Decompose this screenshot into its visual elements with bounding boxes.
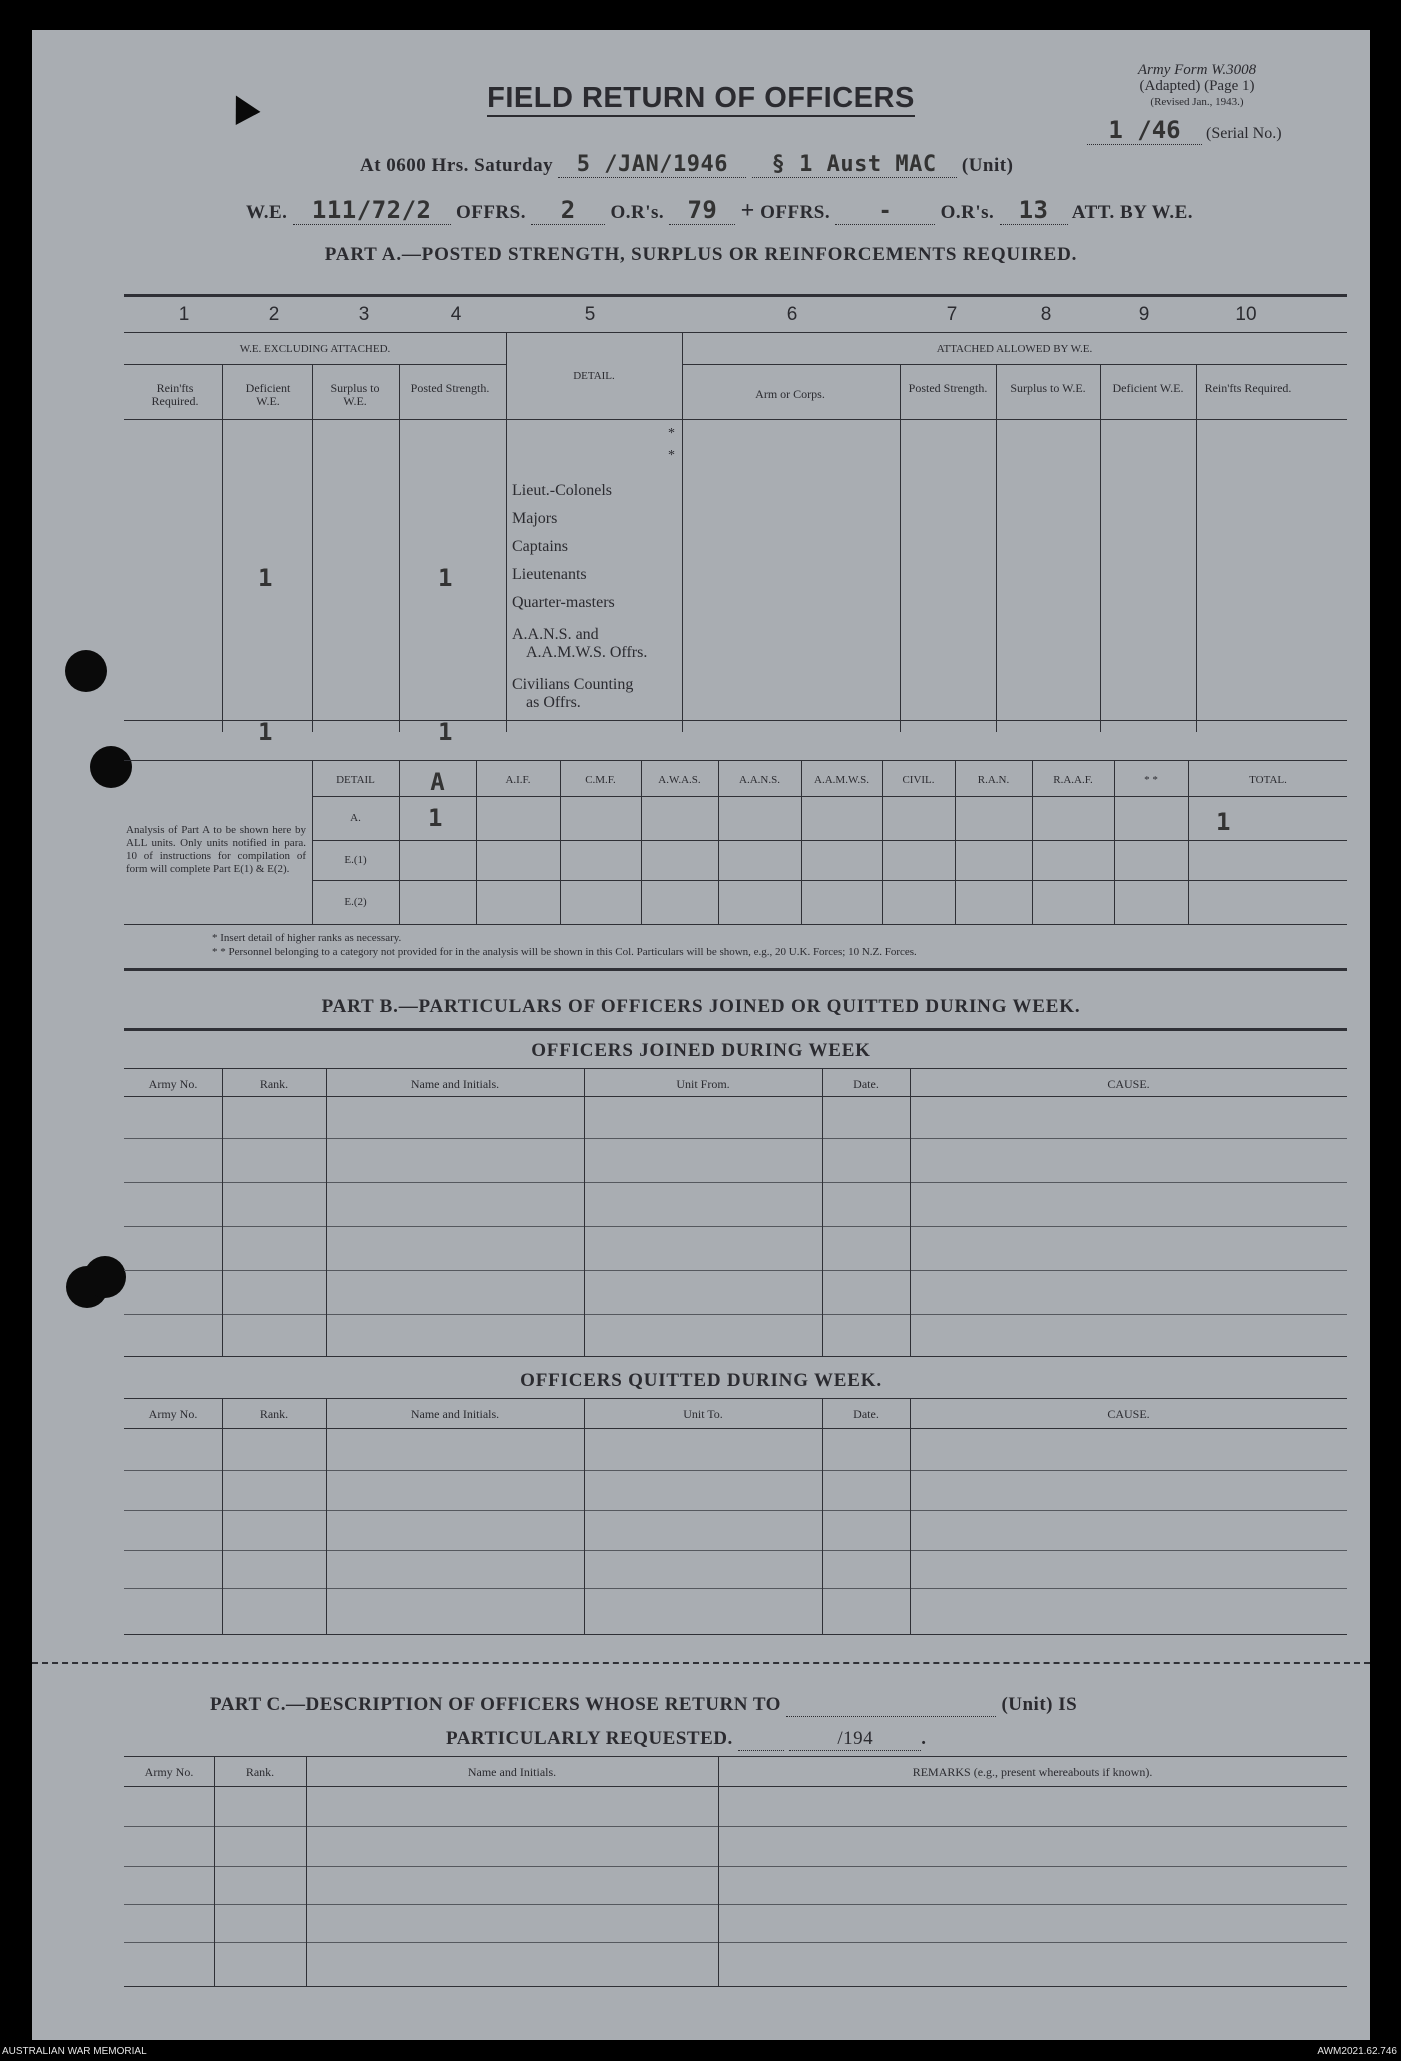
rule: [682, 364, 1347, 365]
quitted-unit-to-header: Unit To.: [683, 1407, 723, 1421]
date-value: 5 /JAN/1946: [558, 152, 746, 178]
total-deficient-value: 1: [258, 718, 273, 746]
part-c-date-blank: [738, 1728, 784, 1751]
rule: [124, 1356, 1347, 1357]
rank-civilians: Civilians Counting: [512, 676, 634, 693]
ors2-label: O.R's.: [940, 202, 995, 223]
form-number: Army Form W.3008: [1137, 62, 1257, 78]
att-reinf-header: Rein'fts Required.: [1204, 381, 1292, 395]
ran-header: R.A.N.: [977, 774, 1010, 786]
col-number: 3: [358, 304, 370, 325]
note-other-personnel: * * Personnel belonging to a category not provided for in the analysis will be shown in this Col. Particulars will be shown, e.g., 20 U.K. Forces; 10 N.Z. Forces.: [212, 946, 917, 958]
rule: [124, 294, 1347, 297]
posted-strength-header: Posted Strength.: [410, 381, 490, 395]
form-page: (Adapted) (Page 1): [1139, 78, 1255, 94]
col-rule: [900, 364, 901, 732]
awas-header: A.W.A.S.: [658, 774, 701, 786]
att-surplus-header: Surplus to W.E.: [1010, 381, 1086, 395]
col-number: 1: [178, 304, 190, 325]
detail-header: DETAIL.: [573, 370, 615, 382]
joined-cause-header: CAUSE.: [1107, 1077, 1150, 1091]
rule: [124, 419, 1347, 420]
aans-header: A.A.N.S.: [739, 774, 780, 786]
col-rule: [1100, 364, 1101, 732]
col-number: 4: [450, 304, 462, 325]
part-a-title: PART A.—POSTED STRENGTH, SURPLUS OR REINFORCEMENTS REQUIRED.: [324, 244, 1078, 265]
quitted-title: OFFICERS QUITTED DURING WEEK.: [520, 1370, 882, 1391]
rule: [124, 1986, 1347, 1987]
joined-name-header: Name and Initials.: [410, 1077, 500, 1091]
rank-quartermasters: Quarter-masters: [512, 594, 615, 611]
serial-label: (Serial No.): [1206, 125, 1282, 142]
total-posted-value: 1: [438, 718, 453, 746]
part-c-title-prefix: PART C.—DESCRIPTION OF OFFICERS WHOSE RETURN TO: [210, 1694, 781, 1715]
surplus-header: Surplus to W.E.: [330, 381, 380, 408]
rank-lieut-colonels: Lieut.-Colonels: [512, 482, 612, 499]
rule: [124, 1756, 1347, 1757]
rule: [124, 1634, 1347, 1635]
rank-civilians-cont: as Offrs.: [526, 694, 581, 711]
unit-label: (Unit): [961, 155, 1014, 176]
page-title: FIELD RETURN OF OFFICERS: [32, 82, 1370, 115]
rank-lieutenants: Lieutenants: [512, 566, 587, 583]
rule: [124, 1226, 1347, 1227]
aamws-header: A.A.M.W.S.: [814, 774, 869, 786]
analysis-row-label: E.(2): [344, 896, 367, 908]
ors-value: 79: [669, 196, 735, 225]
col-rule: [996, 364, 997, 732]
ors-label: O.R's.: [610, 202, 665, 223]
higher-rank-marker: *: [668, 448, 675, 463]
rule: [124, 1068, 1347, 1069]
col-rule: [214, 1756, 215, 1986]
rule: [124, 720, 1347, 721]
analysis-row-label: E.(1): [344, 854, 367, 866]
rule: [124, 1942, 1347, 1943]
col-rule: [222, 1398, 223, 1634]
raaf-header: R.A.A.F.: [1053, 774, 1093, 786]
col-number: 7: [946, 304, 958, 325]
rank-captains: Captains: [512, 538, 568, 555]
joined-unit-from-header: Unit From.: [676, 1077, 730, 1091]
col-rule: [326, 1068, 327, 1356]
rule: [124, 1588, 1347, 1589]
col-rule: [584, 1398, 585, 1634]
part-c-title-line1: [210, 1694, 1310, 1717]
rule: [124, 332, 1347, 333]
analysis-row-label: A.: [350, 812, 361, 824]
we-value: 111/72/2: [293, 196, 451, 225]
col-rule: [1196, 364, 1197, 732]
col-rule: [718, 1756, 719, 1986]
serial-value: 1 /46: [1087, 116, 1202, 145]
deficient-header: Deficient W.E.: [245, 381, 291, 408]
att-posted-header: Posted Strength.: [908, 381, 988, 395]
rule: [312, 880, 1347, 881]
rule: [124, 1826, 1347, 1827]
civil-header: CIVIL.: [902, 774, 935, 786]
rule: [124, 924, 1347, 925]
quitted-date-header: Date.: [853, 1407, 879, 1421]
col-number: 9: [1138, 304, 1150, 325]
rule: [124, 1182, 1347, 1183]
offrs2-label: OFFRS.: [760, 202, 831, 223]
part-c-unit-blank: [786, 1694, 996, 1717]
col-rule: [910, 1398, 911, 1634]
punch-hole: [90, 746, 132, 788]
cmf-header: C.M.F.: [585, 774, 616, 786]
rank-aans: A.A.N.S. and: [512, 626, 599, 643]
rule: [124, 1866, 1347, 1867]
we-excluding-header: W.E. EXCLUDING ATTACHED.: [239, 343, 391, 355]
analysis-total-value: 1: [1216, 808, 1231, 836]
form-revision: (Revised Jan., 1943.): [1150, 96, 1244, 108]
analysis-a-header: A: [430, 768, 445, 796]
offrs-value: 2: [531, 196, 605, 225]
reinf-required-header: Rein'fts Required.: [151, 381, 199, 408]
rank-majors: Majors: [512, 510, 558, 527]
col-number: 8: [1040, 304, 1052, 325]
col-rule: [222, 1068, 223, 1356]
att-deficient-header: Deficient W.E.: [1112, 381, 1184, 395]
total-header: TOTAL.: [1249, 774, 1287, 786]
col-rule: [584, 1068, 585, 1356]
part-c-date-year: /194: [789, 1728, 921, 1751]
higher-rank-marker: *: [668, 426, 675, 441]
rule: [124, 1550, 1347, 1551]
col-rule: [326, 1398, 327, 1634]
rule: [124, 1314, 1347, 1315]
part-c-army-no-header: Army No.: [144, 1765, 194, 1779]
quitted-name-header: Name and Initials.: [410, 1407, 500, 1421]
att-label: ATT. BY W.E.: [1071, 202, 1194, 223]
archive-credit: AUSTRALIAN WAR MEMORIAL: [2, 2046, 147, 2057]
col-rule: [910, 1068, 911, 1356]
aif-header: A.I.F.: [505, 774, 531, 786]
rule: [124, 760, 1347, 761]
lieut-deficient-value: 1: [258, 564, 273, 592]
analysis-detail-header: DETAIL: [336, 774, 375, 786]
col-rule: [822, 1398, 823, 1634]
col-number: 5: [584, 304, 596, 325]
part-c-title-line2: PARTICULARLY REQUESTED. /194 .: [446, 1728, 927, 1749]
rule: [124, 968, 1347, 971]
joined-army-no-header: Army No.: [148, 1077, 198, 1091]
quitted-cause-header: CAUSE.: [1107, 1407, 1150, 1421]
part-b-title: PART B.—PARTICULARS OF OFFICERS JOINED OR QUITTED DURING WEEK.: [321, 996, 1081, 1017]
rule: [124, 1096, 1347, 1097]
col-rule: [682, 332, 683, 732]
rule: [124, 1138, 1347, 1139]
rule: [124, 1270, 1347, 1271]
joined-date-header: Date.: [853, 1077, 879, 1091]
rule: [124, 1398, 1347, 1399]
lieut-posted-value: 1: [438, 564, 453, 592]
tear-line: [32, 1662, 1370, 1664]
we-label: W.E.: [246, 202, 288, 223]
col-rule: [506, 332, 507, 732]
joined-rank-header: Rank.: [259, 1077, 289, 1091]
serial-number: [1087, 116, 1347, 145]
rule: [124, 1510, 1347, 1511]
rank-aamws: A.A.M.W.S. Offrs.: [526, 644, 648, 661]
part-c-rank-header: Rank.: [245, 1765, 275, 1779]
unit-value: § 1 Aust MAC: [752, 152, 957, 178]
offrs2-value: -: [835, 199, 935, 225]
archive-id: AWM2021.62.746: [1317, 2046, 1397, 2057]
date-unit-line: [360, 152, 1260, 178]
rule: [312, 796, 1347, 797]
col-rule: [312, 364, 313, 732]
at-hours-label: At 0600 Hrs. Saturday: [360, 155, 554, 176]
plus-sign: +: [740, 198, 755, 224]
part-c-title-suffix: (Unit) IS: [1001, 1694, 1078, 1715]
col-number: 10: [1235, 304, 1257, 325]
quitted-rank-header: Rank.: [259, 1407, 289, 1421]
col-rule: [222, 364, 223, 732]
punch-hole: [65, 650, 107, 692]
rule: [124, 1470, 1347, 1471]
analysis-a-value: 1: [428, 804, 443, 832]
part-c-requested: PARTICULARLY REQUESTED.: [446, 1728, 733, 1749]
rule: [124, 1028, 1347, 1031]
form-sheet: [32, 30, 1370, 2040]
rule: [312, 840, 1347, 841]
rule: [124, 1786, 1347, 1787]
part-c-name-header: Name and Initials.: [467, 1765, 557, 1779]
col-rule: [306, 1756, 307, 1986]
rule: [124, 364, 506, 365]
offrs-label: OFFRS.: [455, 202, 526, 223]
analysis-note: Analysis of Part A to be shown here by ALL units. Only units notified in para. 10 of instructions for compilation of form will complete Part E(1) & E(2).: [126, 824, 306, 875]
quitted-army-no-header: Army No.: [148, 1407, 198, 1421]
joined-title: OFFICERS JOINED DURING WEEK: [531, 1040, 871, 1061]
ors2-value: 13: [1000, 196, 1068, 225]
other-category-header: * *: [1144, 774, 1158, 786]
rule: [124, 1904, 1347, 1905]
part-c-remarks-header: REMARKS (e.g., present whereabouts if known).: [912, 1765, 1153, 1779]
col-rule: [399, 364, 400, 732]
attached-allowed-header: ATTACHED ALLOWED BY W.E.: [936, 343, 1093, 355]
rule: [124, 1428, 1347, 1429]
arm-corps-header: Arm or Corps.: [755, 387, 825, 401]
punch-hole: [84, 1256, 126, 1298]
col-rule: [822, 1068, 823, 1356]
note-higher-ranks: * Insert detail of higher ranks as necessary.: [212, 932, 402, 944]
establishment-line: [246, 196, 1246, 225]
col-number: 2: [268, 304, 280, 325]
col-number: 6: [786, 304, 798, 325]
